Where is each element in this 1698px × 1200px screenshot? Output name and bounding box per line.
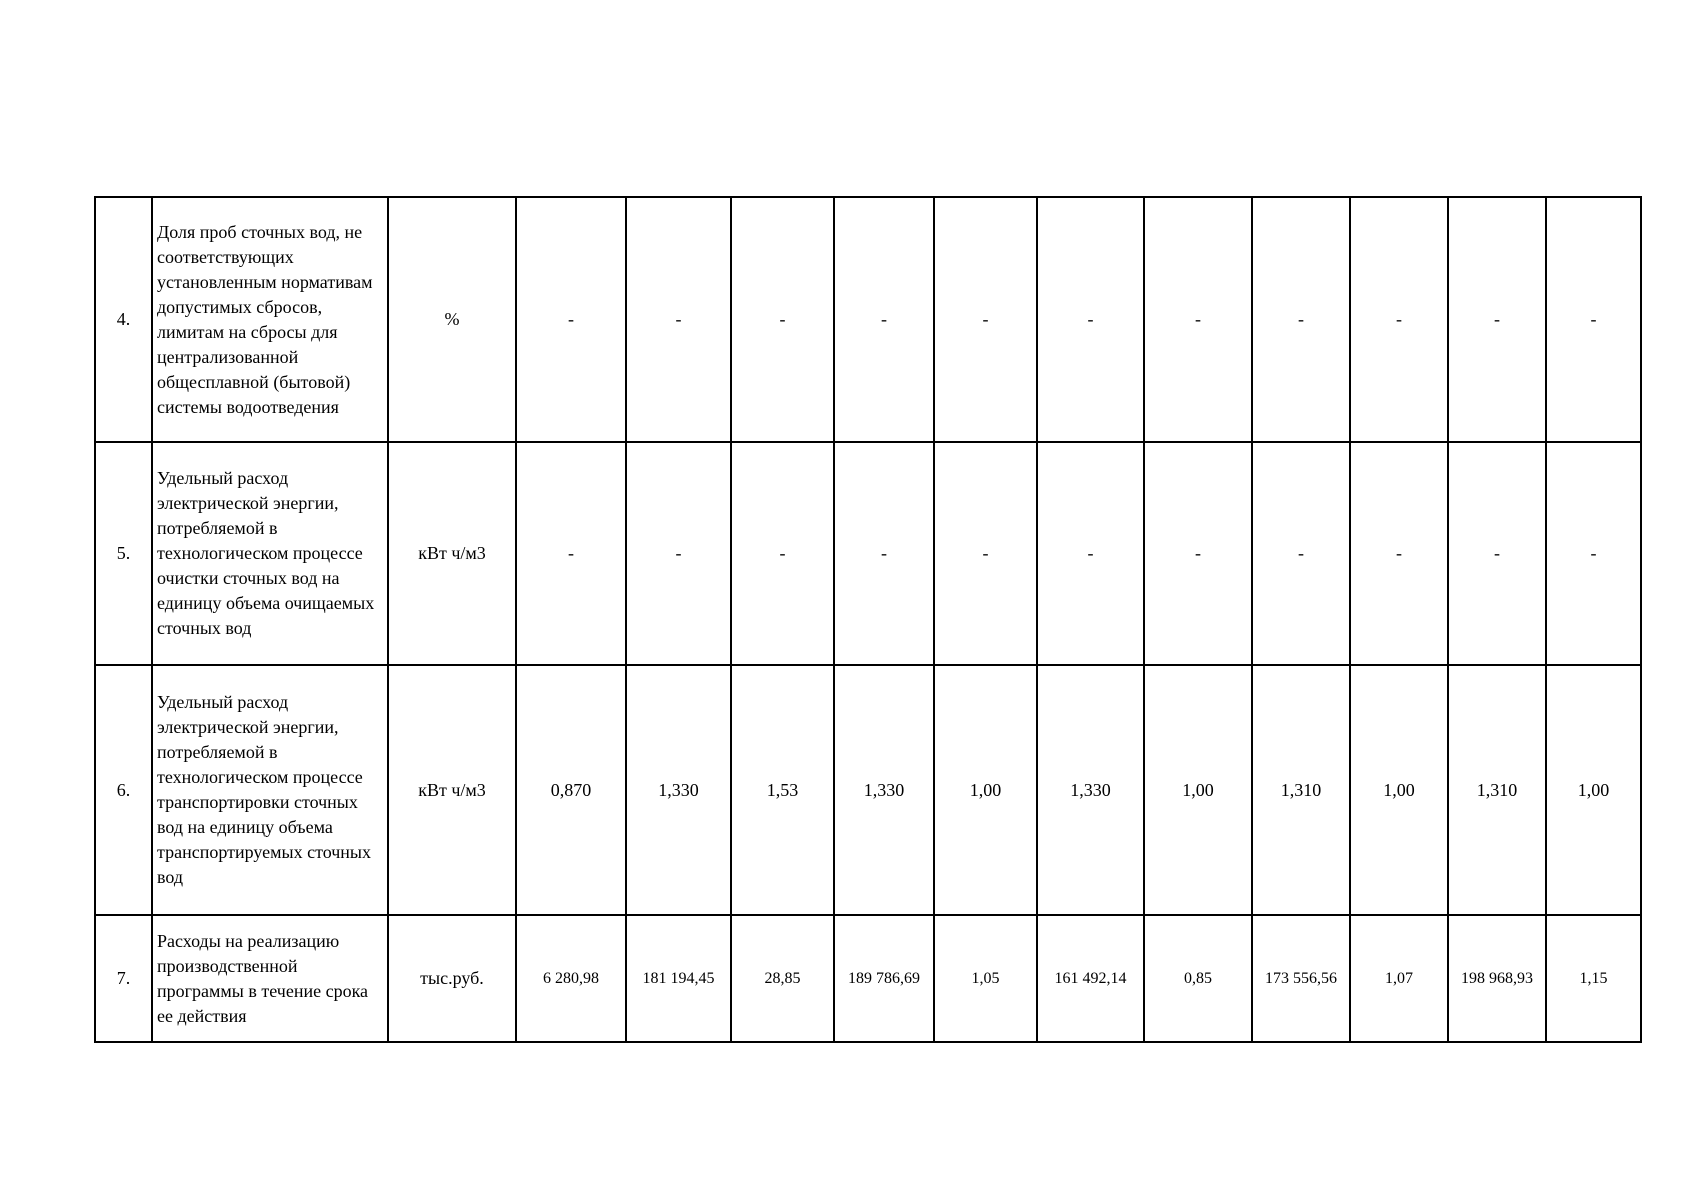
table-cell: - — [1252, 442, 1350, 665]
table-cell: - — [934, 442, 1037, 665]
table-row — [95, 197, 1641, 442]
row-unit: тыс.руб. — [388, 915, 516, 1042]
table-cell: - — [626, 197, 731, 442]
row-number: 6. — [95, 665, 152, 915]
row-number: 7. — [95, 915, 152, 1042]
table-cell: - — [1037, 442, 1144, 665]
row-description: Доля проб сточных вод, не соответствующих установленным нормативам допустимых сбросов, лимитам на сбросы для централизованной общесплавной (бытовой) системы водоотведения — [152, 197, 388, 442]
table-cell: - — [1350, 442, 1448, 665]
table-cell: - — [834, 442, 934, 665]
table-cell: - — [834, 197, 934, 442]
table-cell: 1,330 — [1037, 665, 1144, 915]
table-cell: 1,310 — [1252, 665, 1350, 915]
table-cell: 198 968,93 — [1448, 915, 1546, 1042]
table-cell: - — [934, 197, 1037, 442]
table-cell: - — [626, 442, 731, 665]
table-cell: 1,15 — [1546, 915, 1641, 1042]
table-cell: - — [1546, 197, 1641, 442]
table-cell: - — [516, 442, 626, 665]
table-cell: 173 556,56 — [1252, 915, 1350, 1042]
row-unit: кВт ч/м3 — [388, 665, 516, 915]
table-cell: 28,85 — [731, 915, 834, 1042]
row-number: 5. — [95, 442, 152, 665]
row-description: Удельный расход электрической энергии, потребляемой в технологическом процессе очистки сточных вод на единицу объема очищаемых сточных вод — [152, 442, 388, 665]
table-cell: - — [731, 197, 834, 442]
row-description: Удельный расход электрической энергии, потребляемой в технологическом процессе транспортировки сточных вод на единицу объема транспортируемых сточных вод — [152, 665, 388, 915]
table-cell: 1,53 — [731, 665, 834, 915]
table-cell: - — [1546, 442, 1641, 665]
table-cell: - — [1448, 442, 1546, 665]
table-cell: - — [516, 197, 626, 442]
table-cell: 189 786,69 — [834, 915, 934, 1042]
table-cell: 181 194,45 — [626, 915, 731, 1042]
indicators-table — [94, 196, 1642, 1043]
table-cell: - — [1144, 197, 1252, 442]
table-cell: - — [1252, 197, 1350, 442]
table-cell: 161 492,14 — [1037, 915, 1144, 1042]
table-row — [95, 442, 1641, 665]
table-cell: 1,330 — [834, 665, 934, 915]
table-row — [95, 665, 1641, 915]
table-cell: 0,870 — [516, 665, 626, 915]
table-cell: - — [1350, 197, 1448, 442]
table-cell: - — [1037, 197, 1144, 442]
table-cell: 1,07 — [1350, 915, 1448, 1042]
table-cell: 0,85 — [1144, 915, 1252, 1042]
row-unit: кВт ч/м3 — [388, 442, 516, 665]
table-cell: 1,00 — [1144, 665, 1252, 915]
table-cell: 1,00 — [934, 665, 1037, 915]
table-cell: - — [1144, 442, 1252, 665]
row-number: 4. — [95, 197, 152, 442]
table-cell: 1,330 — [626, 665, 731, 915]
table-cell: 1,00 — [1350, 665, 1448, 915]
table-row — [95, 915, 1641, 1042]
table-cell: 1,00 — [1546, 665, 1641, 915]
table-cell: 6 280,98 — [516, 915, 626, 1042]
table-cell: 1,310 — [1448, 665, 1546, 915]
table-cell: - — [1448, 197, 1546, 442]
table-cell: - — [731, 442, 834, 665]
table-cell: 1,05 — [934, 915, 1037, 1042]
row-unit: % — [388, 197, 516, 442]
row-description: Расходы на реализацию производственной программы в течение срока ее действия — [152, 915, 388, 1042]
